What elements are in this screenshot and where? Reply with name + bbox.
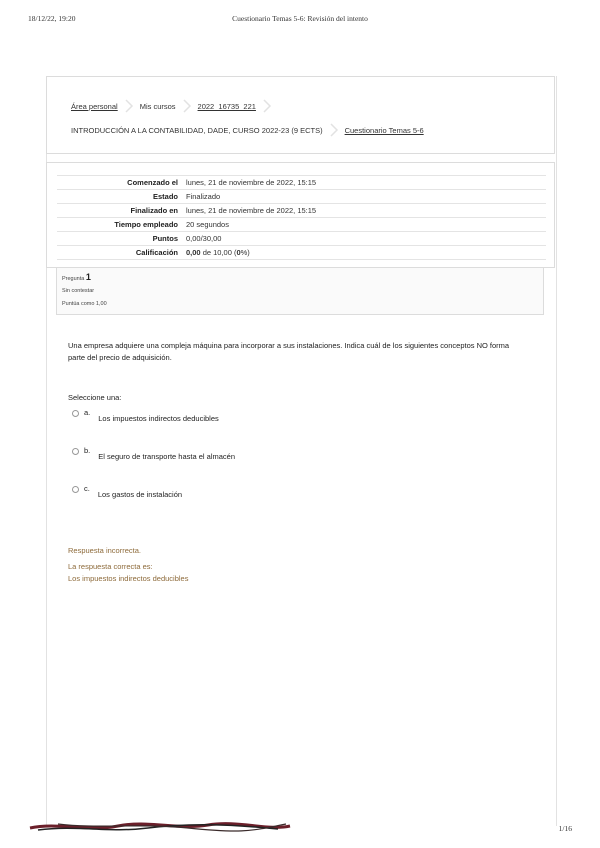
chevron-right-icon — [262, 99, 272, 113]
summary-label: Tiempo empleado — [114, 220, 178, 229]
summary-row — [57, 176, 546, 190]
summary-value — [182, 246, 546, 260]
breadcrumb — [71, 99, 278, 113]
feedback-result: Respuesta incorrecta. — [68, 546, 141, 555]
option-a[interactable] — [72, 408, 219, 423]
summary-row — [57, 204, 546, 218]
option-text: Los impuestos indirectos deducibles — [98, 414, 219, 423]
summary-row — [57, 218, 546, 232]
summary-value: 20 segundos — [186, 220, 229, 229]
question-number-value: 1 — [85, 272, 91, 282]
breadcrumb-quiz[interactable]: Cuestionario Temas 5-6 — [344, 125, 424, 135]
option-text: El seguro de transporte hasta el almacén — [98, 452, 236, 461]
question-prefix: Pregunta — [62, 276, 85, 282]
grade-end: %) — [240, 248, 250, 257]
feedback-correct-label: La respuesta correcta es: — [68, 562, 153, 571]
summary-value: lunes, 21 de noviembre de 2022, 15:15 — [186, 178, 317, 187]
question-state: Sin contestar — [62, 288, 95, 294]
question-grade: Puntúa como 1,00 — [62, 301, 107, 307]
option-letter: b. — [84, 446, 91, 455]
breadcrumb-course-code[interactable]: 2022_16735_221 — [197, 101, 256, 111]
breadcrumb-course-name[interactable]: INTRODUCCIÓN A LA CONTABILIDAD, DADE, CURSO 2022-23 (9 ECTS) — [71, 125, 323, 135]
grade-score: 0,00 — [186, 248, 201, 257]
redaction-scribble — [28, 820, 293, 834]
option-c[interactable] — [72, 484, 182, 499]
page-number: 1/16 — [558, 824, 572, 833]
breadcrumb-area-personal[interactable]: Área personal — [71, 101, 118, 111]
breadcrumb-card — [46, 76, 555, 154]
question-text: Una empresa adquiere una compleja máquina para incorporar a sus instalaciones. Indica cuál de los siguientes conceptos NO forma parte del precio de adquisición. — [68, 341, 510, 362]
print-title: Cuestionario Temas 5-6: Revisión del intento — [232, 14, 368, 23]
option-b[interactable] — [72, 446, 235, 461]
summary-value: Finalizado — [186, 192, 221, 201]
breadcrumb-mis-cursos[interactable]: Mis cursos — [139, 101, 176, 111]
select-one-label: Seleccione una: — [68, 393, 122, 402]
option-letter: a. — [84, 408, 91, 417]
summary-row — [57, 190, 546, 204]
summary-value: 0,00/30,00 — [186, 234, 222, 243]
chevron-right-icon — [124, 99, 134, 113]
grade-percent: 0 — [236, 248, 241, 257]
chevron-right-icon — [329, 123, 339, 137]
question-info-box — [56, 267, 544, 315]
radio-button[interactable] — [72, 448, 79, 455]
summary-row — [57, 232, 546, 246]
summary-label: Estado — [152, 192, 178, 201]
summary-label: Puntos — [152, 234, 178, 243]
grade-rest: de 10,00 ( — [200, 248, 237, 257]
attempt-summary-card — [46, 162, 555, 268]
breadcrumb-row-2 — [71, 123, 424, 137]
chevron-right-icon — [182, 99, 192, 113]
radio-button[interactable] — [72, 486, 79, 493]
summary-label: Finalizado en — [130, 206, 178, 215]
option-text: Los gastos de instalación — [97, 490, 183, 499]
print-date: 18/12/22, 19:20 — [28, 14, 76, 23]
summary-row-grade — [57, 246, 546, 260]
radio-button[interactable] — [72, 410, 79, 417]
summary-label: Comenzado el — [127, 178, 178, 187]
summary-value: lunes, 21 de noviembre de 2022, 15:15 — [186, 206, 317, 215]
feedback-correct-answer: Los impuestos indirectos deducibles — [68, 574, 189, 583]
attempt-summary-table — [57, 175, 546, 260]
question-number — [62, 272, 91, 282]
option-letter: c. — [84, 484, 90, 493]
summary-label: Calificación — [135, 248, 178, 257]
